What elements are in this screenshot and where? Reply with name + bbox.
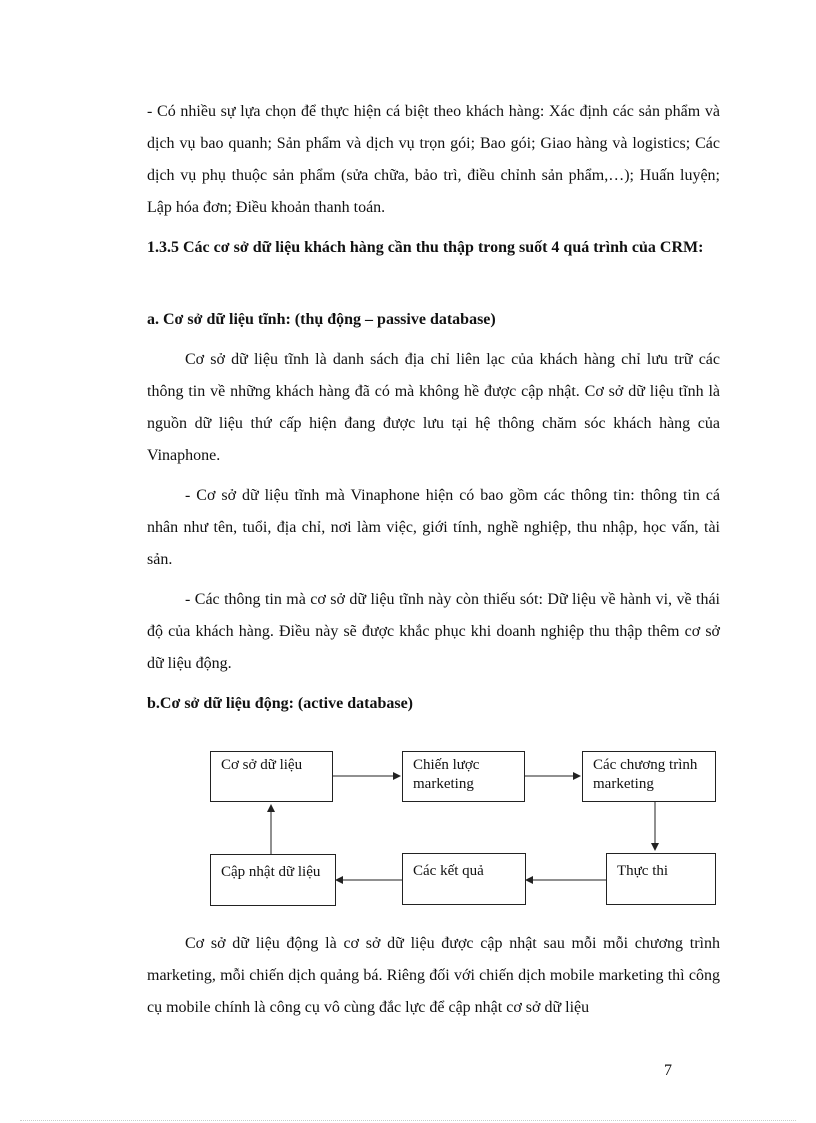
paragraph-static-missing: - Các thông tin mà cơ sở dữ liệu tĩnh này còn thiếu sót: Dữ liệu về hành vi, về thái độ của khách hàng. Điều này sẽ được khắc phục khi doanh nghiệp thu thập thêm cơ sở dữ liệu động. [147,591,720,672]
paragraph-customization-options: - Có nhiều sự lựa chọn để thực hiện cá biệt theo khách hàng: Xác định các sản phẩm và dịch vụ bao quanh; Sản phẩm và dịch vụ trọn gói; Bao gói; Giao hàng và logistics; Các dịch vụ phụ thuộc sản phẩm (sửa chữa, bảo trì, điều chỉnh sản phẩm,…); Huấn luyện; Lập hóa đơn; Điều khoản thanh toán. [147,103,720,216]
paragraph-active-database: Cơ sở dữ liệu động là cơ sở dữ liệu được cập nhật sau mỗi mỗi chương trình marketing, mỗi chiến dịch quảng bá. Riêng đối với chiến dịch mobile marketing thì công cụ mobile chính là công cụ vô cùng đắc lực để cập nhật cơ sở dữ liệu [147,935,720,1016]
box-database: Cơ sở dữ liệu [210,751,333,802]
paragraph-static-contents: - Cơ sở dữ liệu tĩnh mà Vinaphone hiện có bao gồm các thông tin: thông tin cá nhân như tên, tuổi, địa chỉ, nơi làm việc, giới tính, nghề nghiệp, thu nhập, học vấn, tài sản. [147,487,720,568]
section-heading-1-3-5: 1.3.5 Các cơ sở dữ liệu khách hàng cần thu thập trong suốt 4 quá trình của CRM: [147,239,704,256]
box-results: Các kết quả [402,853,526,905]
paragraph-static-database: Cơ sở dữ liệu tĩnh là danh sách địa chỉ liên lạc của khách hàng chỉ lưu trữ các thông tin về những khách hàng đã có mà không hề được cập nhật. Cơ sở dữ liệu tĩnh là nguồn dữ liệu thứ cấp hiện đang được lưu tại hệ thông chăm sóc khách hàng của Vinaphone. [147,351,720,464]
box-marketing-programs: Các chương trình marketing [582,751,716,802]
subheading-static-database: a. Cơ sở dữ liệu tĩnh: (thụ động – passive database) [147,311,496,328]
box-marketing-strategy: Chiến lược marketing [402,751,525,802]
subheading-active-database: b.Cơ sở dữ liệu động: (active database) [147,695,413,712]
page-number: 7 [664,1062,672,1079]
box-execution: Thực thi [606,853,716,905]
page-bottom-divider [20,1120,796,1121]
box-update-data: Cập nhật dữ liệu [210,854,336,906]
